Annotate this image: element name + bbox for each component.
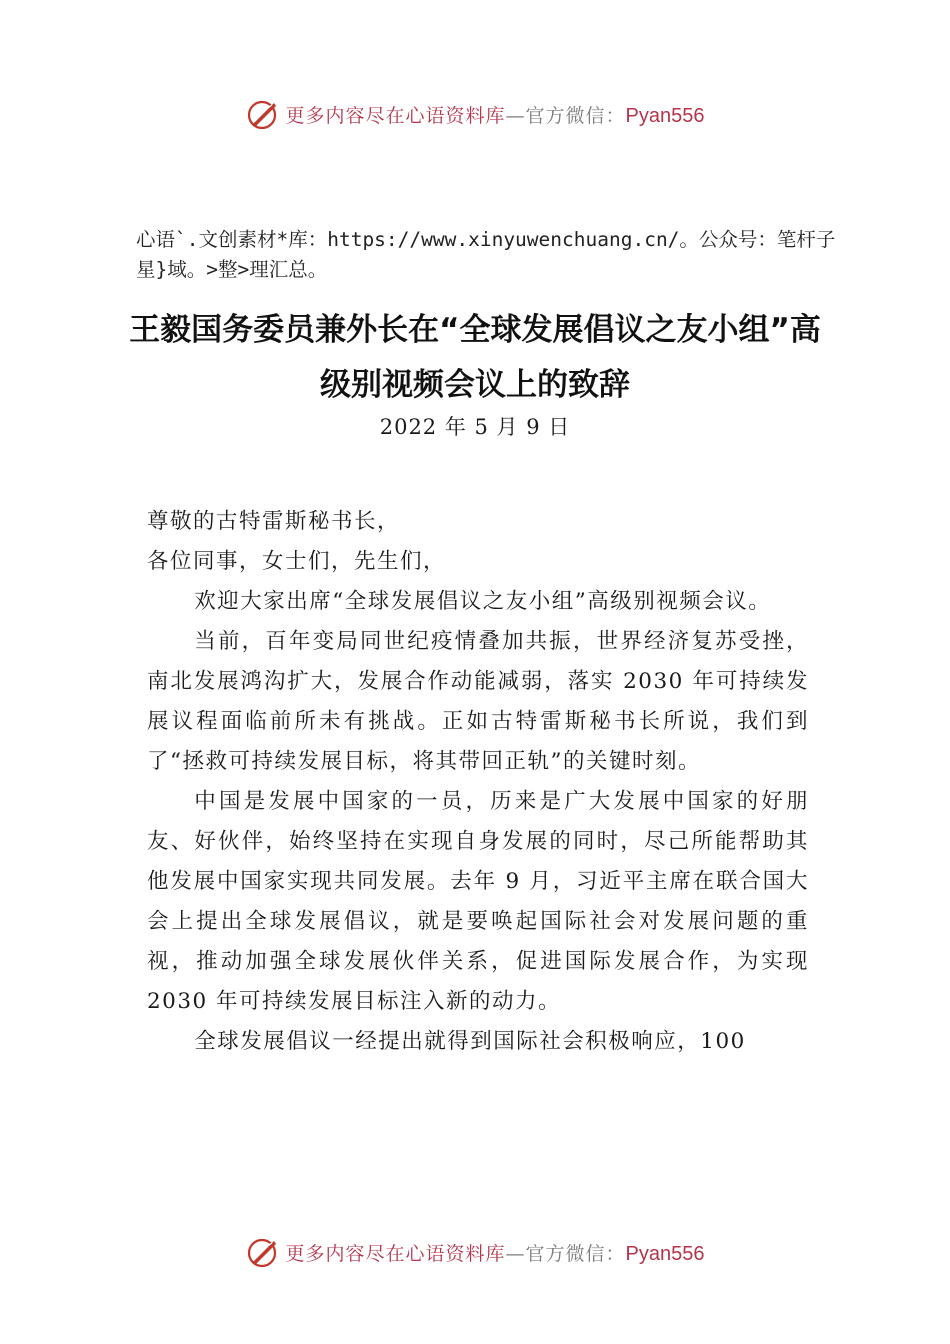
salutation: 各位同事，女士们，先生们， xyxy=(147,549,447,574)
quill-logo-icon xyxy=(246,1235,280,1269)
salutation: 尊敬的古特雷斯秘书长， xyxy=(147,509,401,534)
body-paragraph: 欢迎大家出席“全球发展倡议之友小组”高级别视频会议。 xyxy=(194,589,772,614)
body-paragraph: 全球发展倡议一经提出就得到国际社会积极响应，100 xyxy=(194,1029,746,1054)
footer-banner-text: 更多内容尽在心语资料库—官方微信：Pyan556 xyxy=(285,1242,705,1265)
quill-logo-icon xyxy=(246,97,280,131)
document-date: 2022 年 5 月 9 日 xyxy=(379,415,571,439)
footer-banner xyxy=(0,1232,950,1272)
source-note: 心语`.文创素材*库：https://www.xinyuwenchuang.cn/。公众号：笔杆子星}域。>整>理汇总。 xyxy=(136,228,836,281)
header-banner xyxy=(0,94,950,134)
document-body xyxy=(147,502,809,1062)
body-paragraph: 中国是发展中国家的一员，历来是广大发展中国家的好朋友、好伙伴，始终坚持在实现自身发展的同时，尽己所能帮助其他发展中国家实现共同发展。去年 9 月，习近平主席在联合国大会上提出全球发展倡议，就是要唤起国际社会对发展问题的重视，推动加强全球发展伙伴关系，促进国际发展合作，为实现 2030 年可持续发展目标注入新的动力。 xyxy=(147,789,809,1014)
document-title: 王毅国务委员兼外长在“全球发展倡议之友小组”高级别视频会议上的致辞 xyxy=(129,312,821,403)
body-paragraph: 当前，百年变局同世纪疫情叠加共振，世界经济复苏受挫，南北发展鸿沟扩大，发展合作动能减弱，落实 2030 年可持续发展议程面临前所未有挑战。正如古特雷斯秘书长所说，我们到了“拯救可持续发展目标，将其带回正轨”的关键时刻。 xyxy=(147,629,809,774)
header-banner-text: 更多内容尽在心语资料库—官方微信：Pyan556 xyxy=(285,104,705,127)
